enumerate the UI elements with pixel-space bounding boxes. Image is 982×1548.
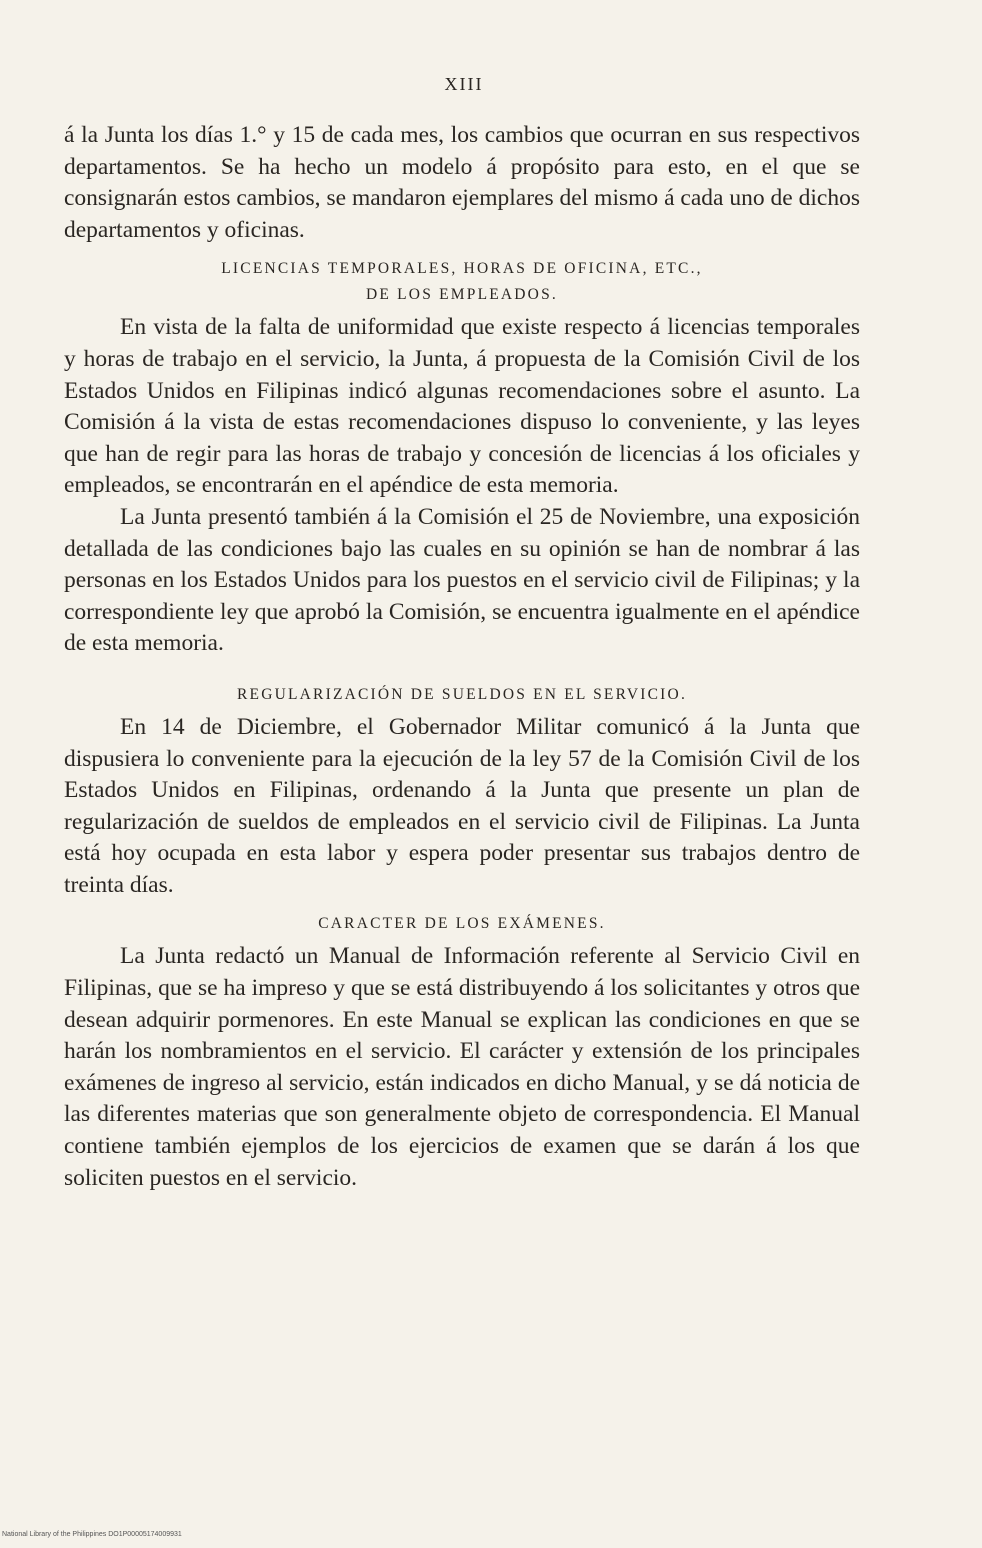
section-heading-line: LICENCIAS TEMPORALES, HORAS DE OFICINA, ETC., <box>221 260 703 278</box>
page-number: XIII <box>444 74 484 94</box>
section-heading-licencias <box>64 256 860 308</box>
body-text <box>64 120 860 1194</box>
section-heading-line: DE LOS EMPLEADOS. <box>366 286 558 304</box>
continued-paragraph: á la Junta los días 1.° y 15 de cada mes, los cambios que ocurran en sus respectivos departamentos. Se ha hecho un modelo á propósito para esto, en el que se consignarán estos cambios, se mandaron ejemplares del mismo á cada uno de dichos departamentos y oficinas. <box>64 122 860 243</box>
paragraph: En vista de la falta de uniformidad que existe respecto á licencias temporales y horas de trabajo en el servicio, la Junta, á propuesta de la Comisión Civil de los Estados Unidos en Filipinas indicó algunas recomendaciones sobre el asunto. La Comisión á la vista de estas recomendaciones dispuso lo conveniente, y las leyes que han de regir para las horas de trabajo y concesión de licencias á los oficiales y empleados, se encontrarán en el apéndice de esta memoria. <box>64 314 860 499</box>
paragraph: La Junta presentó también á la Comisión el 25 de Noviembre, una exposición detallada de las condiciones bajo las cuales en su opinión se han de nombrar á las personas en los Estados Unidos para los puestos en el servicio civil de Filipinas; y la correspondiente ley que aprobó la Comisión, se encuentra igualmente en el apéndice de esta memoria. <box>64 503 860 657</box>
section-heading-examenes: CARACTER DE LOS EXÁMENES. <box>318 915 606 933</box>
document-page <box>64 0 864 1548</box>
paragraph: La Junta redactó un Manual de Información referente al Servicio Civil en Filipinas, que se ha impreso y que se está distribuyendo á los solicitantes y otros que desean adquirir pormenores. En este Manual se explican las condiciones en que se harán los nombramientos en el servicio. El carácter y extensión de los principales exámenes de ingreso al servicio, están indicados en dicho Manual, y se dá noticia de las diferentes materias que son generalmente objeto de correspondencia. El Manual contiene también ejemplos de los ejercicios de examen que se darán á los que soliciten puestos en el servicio. <box>64 943 860 1191</box>
paragraph: En 14 de Diciembre, el Gobernador Militar comunicó á la Junta que dispusiera lo conveniente para la ejecución de la ley 57 de la Comisión Civil de los Estados Unidos en Filipinas, ordenando á la Junta que presente un plan de regularización de sueldos de empleados en el servicio civil de Filipinas. La Junta está hoy ocupada en esta labor y espera poder presentar sus trabajos dentro de treinta días. <box>64 713 860 898</box>
library-footer: National Library of the Philippines DO1P00005174009931 <box>2 1531 182 1538</box>
section-heading-regularizacion: REGULARIZACIÓN DE SUELDOS EN EL SERVICIO. <box>236 685 688 703</box>
